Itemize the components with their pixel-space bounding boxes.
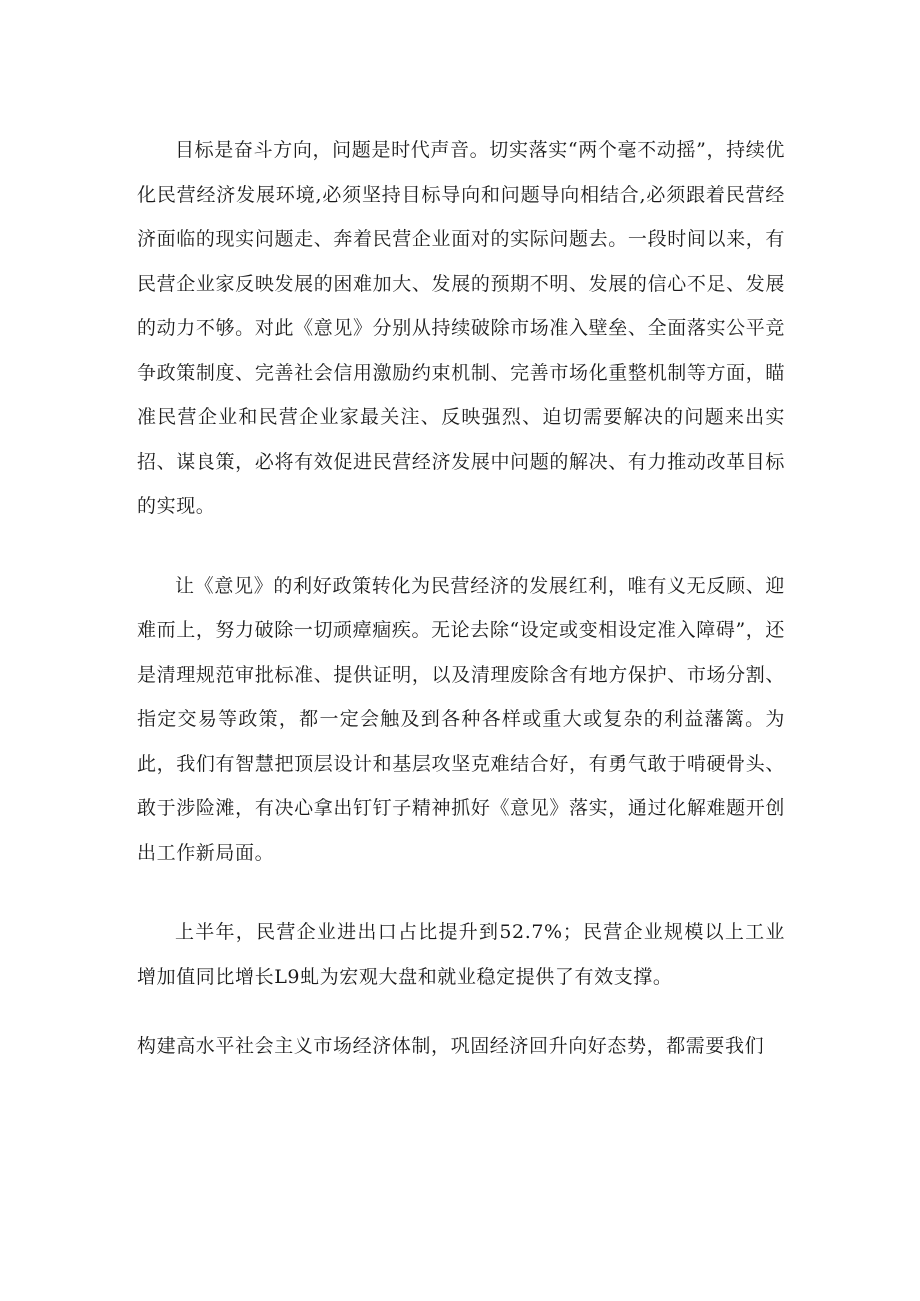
paragraph-market-economy-system: 构建高水平社会主义市场经济体制，巩固经济回升向好态势，都需要我们 [137, 1035, 765, 1057]
paragraph-first-half-statistics: 上半年，民营企业进出口占比提升到52.7%；民营企业规模以上工业增加值同比增长L9虬为宏观大盘和就业稳定提供了有效支撑。 [137, 921, 785, 988]
paragraph-policy-dividends: 让《意见》的利好政策转化为民营经济的发展红利，唯有义无反顾、迎难而上，努力破除一切顽瘴痼疾。无论去除“设定或变相设定准入障碍”，还是清理规范审批标准、提供证明，以及清理废除含有地方保护、市场分割、指定交易等政策，都一定会触及到各种各样或重大或复杂的利益藩篱。为此，我们有智慧把顶层设计和基层攻坚克难结合好，有勇气敢于啃硬骨头、敢于涉险滩，有决心拿出钉钉子精神抓好《意见》落实，通过化解难题开创出工作新局面。 [137, 574, 785, 864]
document-page [137, 128, 785, 1069]
paragraph-goals-and-problems: 目标是奋斗方向，问题是时代声音。切实落实“两个毫不动摇”，持续优化民营经济发展环境,必须坚持目标导向和问题导向相结合,必须跟着民营经济面临的现实问题走、奔着民营企业面对的实际问题去。一段时间以来，有民营企业家反映发展的困难加大、发展的预期不明、发展的信心不足、发展的动力不够。对此《意见》分别从持续破除市场准入壁垒、全面落实公平竞争政策制度、完善社会信用激励约束机制、完善市场化重整机制等方面，瞄准民营企业和民营企业家最关注、反映强烈、迫切需要解决的问题来出实招、谋良策，必将有效促进民营经济发展中问题的解决、有力推动改革目标的实现。 [137, 139, 785, 517]
